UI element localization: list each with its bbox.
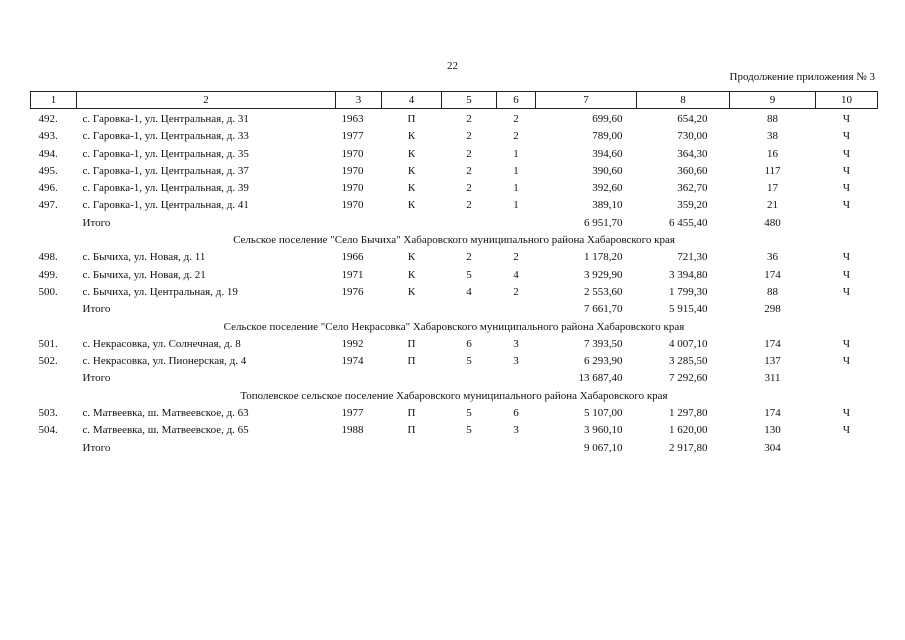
cell-residents: 88 [767, 285, 778, 298]
total-empty-cell [497, 301, 536, 318]
table-row [31, 146, 878, 163]
total-empty-cell [382, 301, 442, 318]
cell-year-built: 1971 [341, 268, 364, 281]
total-living: 5 915,40 [669, 303, 708, 316]
header-cell-7: 7 [536, 92, 637, 109]
cell-residents: 174 [764, 337, 781, 350]
cell-address: с. Некрасовка, ул. Пионерская, д. 4 [82, 355, 247, 368]
total-row [31, 440, 878, 457]
cell-wall-material: П [407, 355, 416, 368]
total-living: 6 455,40 [669, 216, 708, 229]
cell-residents: 117 [764, 164, 781, 177]
cell-living-area: 654,20 [677, 113, 708, 125]
cell-floors: 2 [466, 147, 472, 160]
cell-living-area: 360,60 [677, 164, 708, 177]
cell-total-area: 390,60 [592, 164, 623, 177]
total-area: 9 067,10 [584, 441, 623, 454]
cell-year-built: 1970 [341, 147, 364, 160]
cell-ownership: Ч [842, 285, 851, 298]
table-row [31, 405, 878, 422]
cell-residents: 88 [767, 113, 778, 125]
total-empty-cell [497, 440, 536, 457]
cell-row-number: 499. [38, 268, 58, 281]
cell-wall-material: К [407, 199, 416, 212]
table-row [31, 128, 878, 145]
cell-row-number: 495. [38, 164, 58, 177]
cell-row-number: 494. [38, 147, 58, 160]
cell-wall-material: К [407, 130, 416, 143]
cell-wall-material: П [407, 407, 416, 420]
cell-wall-material: К [407, 285, 416, 298]
cell-year-built: 1988 [341, 424, 364, 437]
cell-living-area: 730,00 [677, 130, 708, 143]
table-row [31, 109, 878, 129]
cell-row-number: 496. [38, 182, 58, 195]
housing-table [30, 91, 878, 457]
total-empty-cell [442, 370, 497, 387]
table-row [31, 353, 878, 370]
total-empty-cell [442, 440, 497, 457]
total-living: 7 292,60 [669, 372, 708, 385]
section-heading: Тополевское сельское поселение Хабаровского муниципального района Хабаровского края [240, 389, 668, 402]
cell-ownership: Ч [842, 251, 851, 264]
header-cell-1: 1 [31, 92, 77, 109]
cell-ownership: Ч [842, 199, 851, 212]
cell-living-area: 359,20 [677, 199, 708, 212]
total-row [31, 370, 878, 387]
table-row [31, 180, 878, 197]
total-empty-cell [442, 301, 497, 318]
cell-total-area: 699,60 [592, 113, 623, 125]
cell-living-area: 1 620,00 [669, 424, 708, 437]
table-row [31, 422, 878, 439]
cell-residents: 174 [764, 407, 781, 420]
cell-living-area: 1 799,30 [669, 285, 708, 298]
cell-year-built: 1977 [341, 130, 364, 143]
cell-address: с. Гаровка-1, ул. Центральная, д. 33 [82, 130, 249, 143]
total-empty-cell [336, 215, 382, 232]
total-empty-cell [336, 370, 382, 387]
cell-wall-material: К [407, 251, 416, 264]
cell-floors: 2 [466, 199, 472, 212]
cell-year-built: 1976 [341, 285, 364, 298]
total-empty-cell [816, 370, 878, 387]
cell-total-area: 6 293,90 [584, 355, 623, 368]
total-empty-cell [816, 215, 878, 232]
page-number: 22 [447, 60, 458, 72]
cell-ownership: Ч [842, 113, 851, 125]
cell-entrances: 3 [513, 337, 519, 350]
cell-floors: 2 [466, 113, 472, 125]
total-empty-cell [31, 301, 77, 318]
table-row [31, 336, 878, 353]
table-row [31, 163, 878, 180]
cell-floors: 2 [466, 130, 472, 143]
total-label: Итого [82, 216, 111, 229]
cell-ownership: Ч [842, 130, 851, 143]
cell-wall-material: П [407, 113, 416, 125]
cell-living-area: 364,30 [677, 147, 708, 160]
total-label: Итого [82, 303, 111, 316]
header-cell-4: 4 [382, 92, 442, 109]
cell-ownership: Ч [842, 337, 851, 350]
cell-floors: 2 [466, 182, 472, 195]
cell-entrances: 2 [513, 113, 519, 125]
cell-floors: 2 [466, 164, 472, 177]
cell-year-built: 1992 [341, 337, 364, 350]
cell-wall-material: К [407, 182, 416, 195]
cell-living-area: 721,30 [677, 251, 708, 264]
cell-residents: 130 [764, 424, 781, 437]
total-residents: 480 [764, 216, 781, 229]
cell-entrances: 1 [513, 147, 519, 160]
continuation-caption: Продолжение приложения № 3 [729, 71, 875, 83]
cell-living-area: 3 394,80 [669, 268, 708, 281]
cell-floors: 5 [466, 407, 472, 420]
cell-wall-material: К [407, 147, 416, 160]
table-row [31, 197, 878, 214]
cell-year-built: 1977 [341, 407, 364, 420]
cell-total-area: 1 178,20 [584, 251, 623, 264]
cell-row-number: 502. [38, 355, 58, 368]
header-cell-6: 6 [497, 92, 536, 109]
cell-total-area: 2 553,60 [584, 285, 623, 298]
total-residents: 298 [764, 303, 781, 316]
total-label: Итого [82, 441, 111, 454]
cell-residents: 38 [767, 130, 778, 143]
total-empty-cell [382, 215, 442, 232]
total-empty-cell [816, 301, 878, 318]
total-area: 6 951,70 [584, 216, 623, 229]
cell-ownership: Ч [842, 182, 851, 195]
table-row [31, 267, 878, 284]
cell-wall-material: К [407, 164, 416, 177]
cell-year-built: 1970 [341, 199, 364, 212]
cell-total-area: 394,60 [592, 147, 623, 160]
cell-living-area: 3 285,50 [669, 355, 708, 368]
section-heading-row [31, 232, 878, 249]
header-cell-10: 10 [816, 92, 878, 109]
cell-entrances: 2 [513, 285, 519, 298]
cell-row-number: 492. [38, 113, 58, 125]
total-empty-cell [31, 440, 77, 457]
cell-address: с. Гаровка-1, ул. Центральная, д. 31 [82, 113, 249, 125]
cell-total-area: 3 929,90 [584, 268, 623, 281]
total-empty-cell [336, 440, 382, 457]
cell-living-area: 1 297,80 [669, 407, 708, 420]
cell-floors: 4 [466, 285, 472, 298]
cell-residents: 137 [764, 355, 781, 368]
cell-row-number: 503. [38, 407, 58, 420]
cell-row-number: 498. [38, 251, 58, 264]
cell-entrances: 2 [513, 251, 519, 264]
cell-year-built: 1970 [341, 164, 364, 177]
total-empty-cell [382, 440, 442, 457]
section-heading-row [31, 388, 878, 405]
total-area: 7 661,70 [584, 303, 623, 316]
total-residents: 304 [764, 441, 781, 454]
cell-residents: 174 [764, 268, 781, 281]
cell-ownership: Ч [842, 268, 851, 281]
cell-year-built: 1974 [341, 355, 364, 368]
header-cell-5: 5 [442, 92, 497, 109]
cell-address: с. Бычиха, ул. Новая, д. 21 [82, 268, 206, 281]
cell-residents: 36 [767, 251, 778, 264]
cell-ownership: Ч [842, 407, 851, 420]
cell-total-area: 389,10 [592, 199, 623, 212]
total-empty-cell [497, 370, 536, 387]
cell-wall-material: П [407, 337, 416, 350]
cell-entrances: 3 [513, 424, 519, 437]
cell-address: с. Гаровка-1, ул. Центральная, д. 41 [82, 199, 249, 212]
cell-row-number: 500. [38, 285, 58, 298]
cell-entrances: 1 [513, 164, 519, 177]
cell-floors: 5 [466, 355, 472, 368]
cell-total-area: 3 960,10 [584, 424, 623, 437]
cell-address: с. Гаровка-1, ул. Центральная, д. 37 [82, 164, 249, 177]
cell-row-number: 504. [38, 424, 58, 437]
cell-row-number: 493. [38, 130, 58, 143]
cell-residents: 17 [767, 182, 778, 195]
total-empty-cell [336, 301, 382, 318]
cell-entrances: 6 [513, 407, 519, 420]
total-empty-cell [816, 440, 878, 457]
cell-wall-material: К [407, 268, 416, 281]
cell-year-built: 1970 [341, 182, 364, 195]
cell-total-area: 5 107,00 [584, 407, 623, 420]
cell-wall-material: П [407, 424, 416, 437]
cell-address: с. Гаровка-1, ул. Центральная, д. 35 [82, 147, 249, 160]
cell-row-number: 501. [38, 337, 58, 350]
header-cell-9: 9 [730, 92, 816, 109]
cell-floors: 5 [466, 424, 472, 437]
cell-address: с. Бычиха, ул. Новая, д. 11 [82, 251, 206, 264]
cell-ownership: Ч [842, 164, 851, 177]
cell-address: с. Бычиха, ул. Центральная, д. 19 [82, 285, 238, 298]
cell-residents: 16 [767, 147, 778, 160]
header-row [31, 92, 878, 109]
cell-entrances: 1 [513, 182, 519, 195]
total-empty-cell [497, 215, 536, 232]
cell-ownership: Ч [842, 147, 851, 160]
total-residents: 311 [764, 372, 781, 385]
cell-floors: 6 [466, 337, 472, 350]
cell-address: с. Матвеевка, ш. Матвеевское, д. 65 [82, 424, 249, 437]
cell-floors: 2 [466, 251, 472, 264]
total-empty-cell [31, 215, 77, 232]
cell-ownership: Ч [842, 424, 851, 437]
cell-address: с. Матвеевка, ш. Матвеевское, д. 63 [82, 407, 249, 420]
cell-entrances: 2 [513, 130, 519, 143]
cell-entrances: 1 [513, 199, 519, 212]
cell-ownership: Ч [842, 355, 851, 368]
total-living: 2 917,80 [669, 441, 708, 454]
total-empty-cell [442, 215, 497, 232]
total-area: 13 687,40 [578, 372, 623, 385]
cell-total-area: 392,60 [592, 182, 623, 195]
cell-living-area: 362,70 [677, 182, 708, 195]
housing-table-wrapper [30, 91, 877, 457]
cell-year-built: 1966 [341, 251, 364, 264]
header-cell-2: 2 [77, 92, 336, 109]
table-body [31, 109, 878, 457]
cell-total-area: 789,00 [592, 130, 623, 143]
cell-row-number: 497. [38, 199, 58, 212]
header-cell-3: 3 [336, 92, 382, 109]
cell-entrances: 3 [513, 355, 519, 368]
cell-entrances: 4 [513, 268, 519, 281]
total-empty-cell [31, 370, 77, 387]
cell-residents: 21 [767, 199, 778, 212]
cell-living-area: 4 007,10 [669, 337, 708, 350]
cell-address: с. Некрасовка, ул. Солнечная, д. 8 [82, 337, 241, 350]
total-empty-cell [382, 370, 442, 387]
table-row [31, 284, 878, 301]
section-heading: Сельское поселение "Село Некрасовка" Хабаровского муниципального района Хабаровского края [223, 320, 685, 333]
total-label: Итого [82, 372, 111, 385]
table-header [31, 92, 878, 109]
total-row [31, 215, 878, 232]
total-row [31, 301, 878, 318]
section-heading-row [31, 319, 878, 336]
table-row [31, 249, 878, 266]
cell-address: с. Гаровка-1, ул. Центральная, д. 39 [82, 182, 249, 195]
cell-floors: 5 [466, 268, 472, 281]
section-heading: Сельское поселение "Село Бычиха" Хабаровского муниципального района Хабаровского края [233, 234, 675, 247]
cell-year-built: 1963 [341, 113, 364, 125]
cell-total-area: 7 393,50 [584, 337, 623, 350]
header-cell-8: 8 [637, 92, 730, 109]
